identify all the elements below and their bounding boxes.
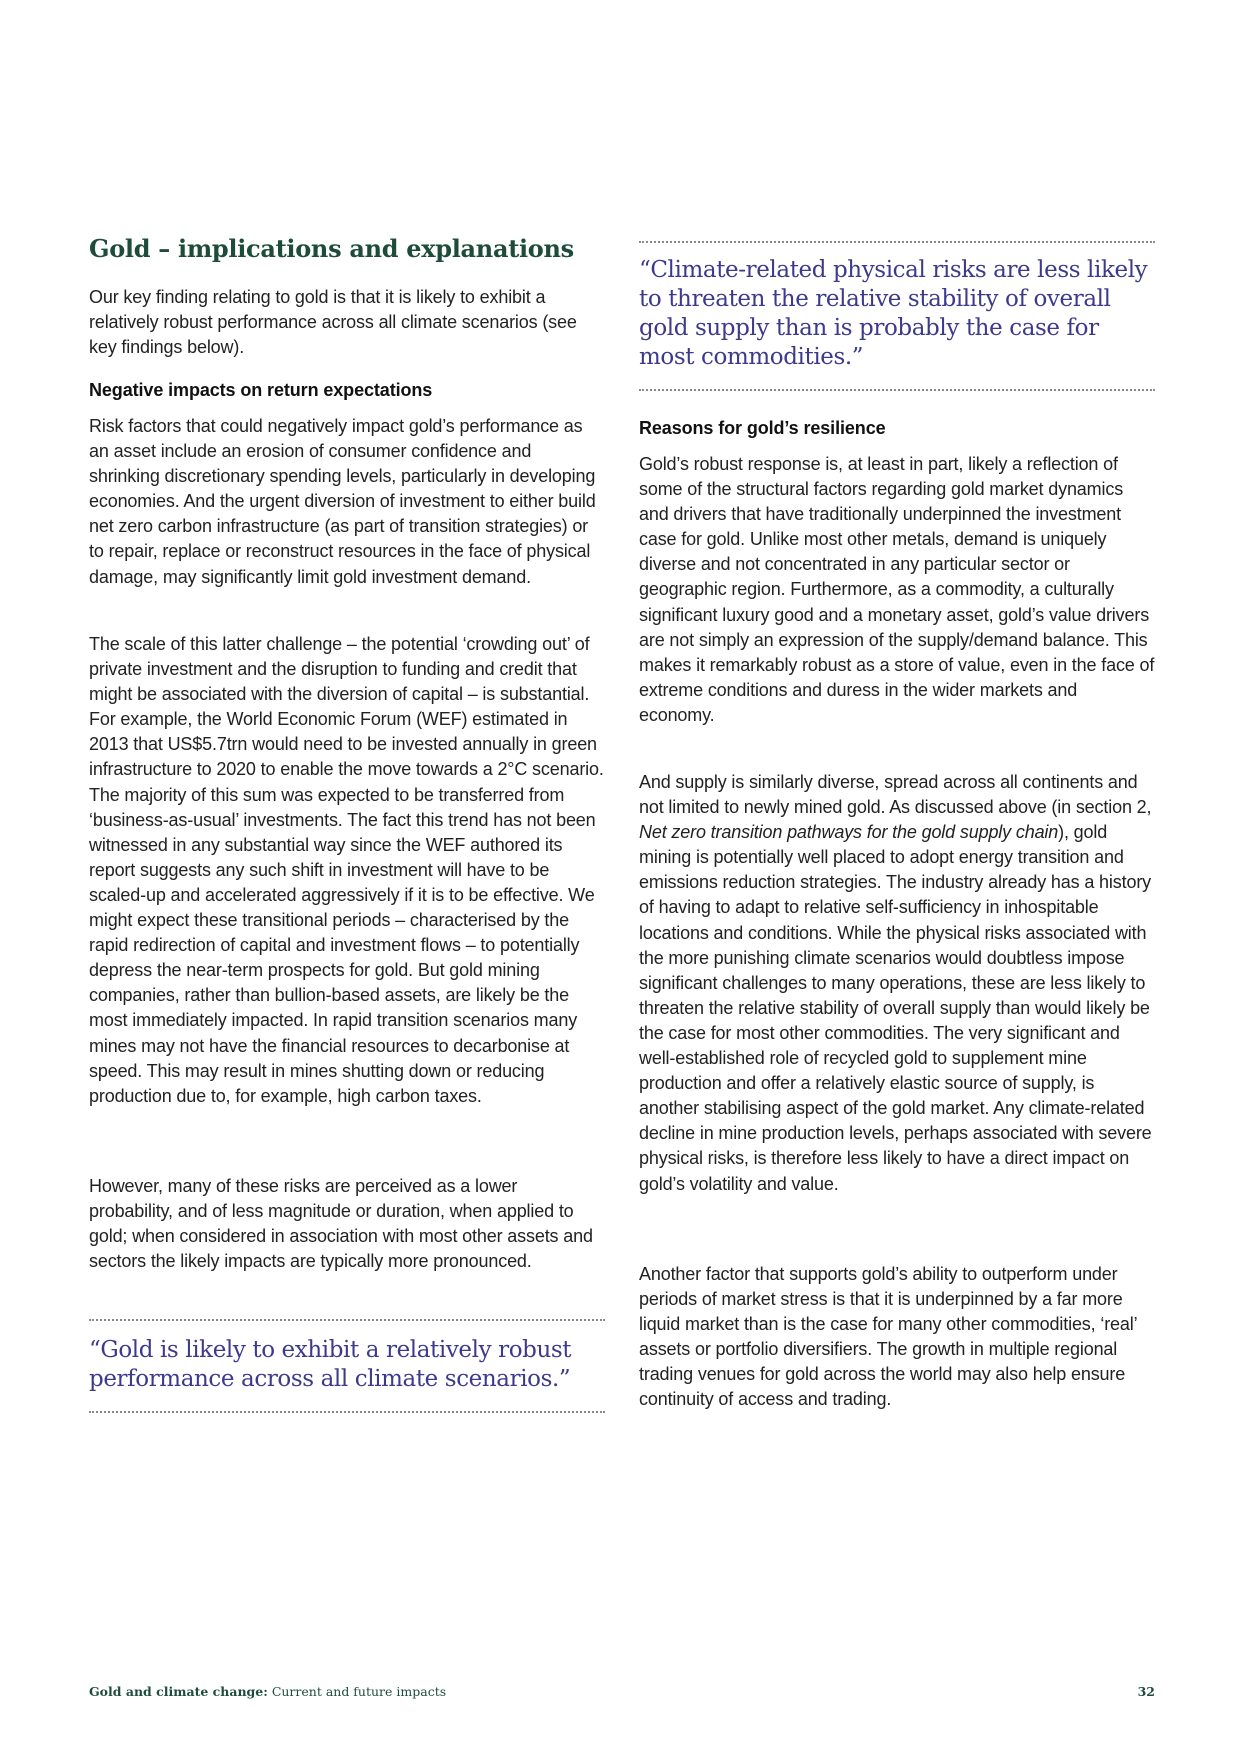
supply-text-a: And supply is similarly diverse, spread across all continents and not limited to newly mined gold. As discussed above (in section 2, xyxy=(639,772,1152,818)
footer-title xyxy=(89,1684,446,1699)
lower-probability-paragraph: However, many of these risks are perceived as a lower probability, and of less magnitude or duration, when applied to gold; when considered in association with most other assets and sectors the likely impacts are typically more pronounced. xyxy=(89,1176,593,1272)
section-title: Gold – implications and explanations xyxy=(89,234,574,263)
footer-title-rest: Current and future impacts xyxy=(267,1684,447,1699)
supply-text-b: ), gold mining is potentially well placed to adopt energy transition and emissions reduction strategies. The industry already has a history of having to adapt to relative self-sufficiency in inhospitable locations and conditions. While the physical risks associated with the more punishing climate scenarios would doubtless impose significant challenges to many operations, these are less likely to threaten the relative stability of overall supply than would likely be the case for most other commodities. The very significant and well-established role of recycled gold to supplement mine production and offer a relatively elastic source of supply, is another stabilising aspect of the gold market. Any climate-related decline in mine production levels, perhaps associated with severe physical risks, is therefore less likely to have a direct impact on gold’s volatility and value. xyxy=(639,822,1152,1194)
intro-paragraph: Our key finding relating to gold is that it is likely to exhibit a relatively robust performance across all climate scenarios (see key findings below). xyxy=(89,287,577,358)
quote-divider-top xyxy=(639,241,1155,243)
robust-response-paragraph: Gold’s robust response is, at least in part, likely a reflection of some of the structural factors regarding gold market dynamics and drivers that have traditionally underpinned the investment case for gold. Unlike most other metals, demand is uniquely diverse and not concentrated in any particular sector or geographic region. Furthermore, as a commodity, a culturally significant luxury good and a monetary asset, gold’s value drivers are not simply an expression of the supply/demand balance. This makes it remarkably robust as a store of value, even in the face of extreme conditions and duress in the wider markets and economy. xyxy=(639,454,1155,725)
quote-divider-top xyxy=(89,1319,605,1321)
risk-factors-paragraph: Risk factors that could negatively impact gold’s performance as an asset include an erosion of consumer confidence and shrinking discretionary spending levels, particularly in developing economies. And the urgent diversion of investment to either build net zero carbon infrastructure (as part of transition strategies) or to repair, replace or reconstruct resources in the face of physical damage, may significantly limit gold investment demand. xyxy=(89,416,596,587)
supply-diverse-paragraph xyxy=(639,770,1155,1197)
liquid-market-paragraph: Another factor that supports gold’s ability to outperform under periods of market stress is that it is underpinned by a far more liquid market than is the case for many other commodities, ‘real’ assets or portfolio diversifiers. The growth in multiple regional trading venues for gold across the world may also help ensure continuity of access and trading. xyxy=(639,1264,1137,1410)
crowding-out-paragraph: The scale of this latter challenge – the potential ‘crowding out’ of private investment and the disruption to funding and credit that might be associated with the diversion of capital – is substantial. For example, the World Economic Forum (WEF) estimated in 2013 that US$5.7trn would need to be invested annually in green infrastructure to 2020 to enable the move towards a 2°C scenario. The majority of this sum was expected to be transferred from ‘business-as-usual’ investments. The fact this trend has not been witnessed in any substantial way since the WEF authored its report suggests any such shift in investment will have to be scaled-up and accelerated aggressively if it is to be effective. We might expect these transitional periods – characterised by the rapid redirection of capital and investment flows – to potentially depress the near-term prospects for gold. But gold mining companies, rather than bullion-based assets, are likely be the most immediately impacted. In rapid transition scenarios many mines may not have the financial resources to decarbonise at speed. This may result in mines shutting down or reducing production due to, for example, high carbon taxes. xyxy=(89,634,604,1106)
negative-impacts-subhead: Negative impacts on return expectations xyxy=(89,380,433,400)
pull-quote-left: “Gold is likely to exhibit a relatively robust performance across all climate scenarios.” xyxy=(89,1337,572,1392)
quote-divider-bottom xyxy=(639,389,1155,391)
resilience-subhead: Reasons for gold’s resilience xyxy=(639,418,886,438)
quote-divider-bottom xyxy=(89,1411,605,1413)
footer-title-bold: Gold and climate change: xyxy=(89,1684,268,1699)
section-reference: Net zero transition pathways for the gold supply chain xyxy=(639,822,1059,843)
page-number: 32 xyxy=(1137,1684,1155,1699)
pull-quote-right: “Climate-related physical risks are less likely to threaten the relative stability of overall gold supply than is probably the case for most commodities.” xyxy=(639,257,1148,370)
